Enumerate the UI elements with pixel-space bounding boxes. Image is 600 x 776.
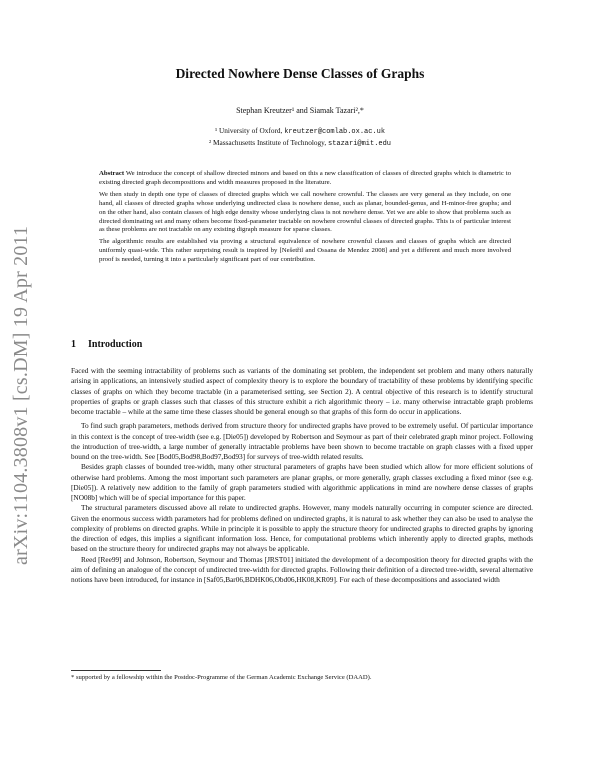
body-paragraph-4: The structural parameters discussed above all relate to undirected graphs. However, many models naturally occurring in computer science are directed. Given the enormous success width parameters had for problems defined on undirected graphs, it is natural to ask whether they can also be used to analyse the complexity of problems on directed graphs. While in principle it is possible to apply the structure theory for undirected graphs to directed graphs by ignoring the direction of edges, this implies a significant information loss. Hence, for computational problems which inherently apply to directed graphs, methods based on the structure theory for undirected graphs may not always be applicable. xyxy=(71,503,533,554)
paper-authors: Stephan Kreutzer¹ and Siamak Tazari²,* xyxy=(236,106,364,115)
affiliation-1 xyxy=(0,126,600,136)
body-paragraph-1: Faced with the seeming intractability of problems such as variants of the dominating set problem, the independent set problem and many others naturally arising in applications, an intensively studied aspect of complexity theory is to explore the boundary of tractability of these problems by identifying specific classes of graphs on which they become tractable (in a parameterised setting, see Section 2). A central objective of this research is to identify structural properties of graphs or graph classes such that classes of this structure exhibit a rich algorithmic theory – i.e. many otherwise intractable graph problems become tractable – while at the same time these classes should be general enough so that graphs of this form do occur in applications. xyxy=(71,366,533,416)
affiliation-1-name: ¹ University of Oxford, xyxy=(214,126,285,135)
arxiv-identifier: arXiv:1104.3808v1 [cs.DM] 19 Apr 2011 xyxy=(10,225,32,565)
section-number: 1 xyxy=(71,339,76,350)
abstract-text-1: We introduce the concept of shallow directed minors and based on this a new classification of classes of directed graphs which is diametric to existing directed graph decompositions and width measures proposed in the literature. xyxy=(99,170,511,186)
body-paragraph-3: Besides graph classes of bounded tree-width, many other structural parameters of graphs have been studied which allow for more efficient solutions of otherwise hard problems. Among the most important such parameters are planar graphs, or more generally, graph classes excluding a fixed minor (see e.g. [Die05]). A relatively new addition to the family of graph parameters studied with algorithmic applications in mind are nowhere dense classes of graphs [NO08b] which will be of special importance for this paper. xyxy=(71,462,533,502)
body-paragraph-5: Reed [Ree99] and Johnson, Robertson, Seymour and Thomas [JRST01] initiated the development of a decomposition theory for directed graphs with the aim of defining an analogue of the concept of undirected tree-width for directed graphs. Following their definition of a directed tree-width, several alternative notions have been introduced, for instance in [Saf05,Bar06,BDHK06,Obd06,HK08,KR09]. For each of these decompositions and associated width xyxy=(71,554,533,584)
affiliation-2-name: ² Massachusetts Institute of Technology, xyxy=(208,138,328,147)
affiliation-2 xyxy=(0,138,600,148)
paper-title: Directed Nowhere Dense Classes of Graphs xyxy=(175,66,425,81)
abstract-paragraph-2: We then study in depth one type of classes of directed graphs which we call nowhere crownful. The classes are very general as they include, on one hand, all classes of directed graphs whose underlying undirected class is nowhere dense, such as planar, bounded-genus, and H-minor-free graphs; and on the other hand, also contain classes of high edge density whose underlying class is not nowhere dense. Yet we are able to show that problems such as directed dominating set and many others become fixed-parameter tractable on nowhere crownful classes of directed graphs. This is of particular interest as these problems are not tractable on any existing digraph measure for sparse classes. xyxy=(99,190,511,234)
abstract xyxy=(99,170,511,268)
footnote-rule xyxy=(71,670,161,671)
body-paragraph-2: To find such graph parameters, methods derived from structure theory for undirected graphs have proved to be extremely useful. Of particular importance in this context is the concept of tree-width (see e.g. [Die05]) developed by Robertson and Seymour as part of their celebrated graph minor project. Following the introduction of tree-width, a large number of generally intractable problems have been shown to become tractable on graph classes with a fixed upper bound on the tree-width. See [Bod05,Bod98,Bod97,Bod93] for surveys of tree-width related results. xyxy=(71,421,533,461)
abstract-paragraph-1 xyxy=(99,170,511,188)
section-heading xyxy=(71,339,154,350)
abstract-label: Abstract xyxy=(99,170,125,177)
abstract-paragraph-3: The algorithmic results are established via proving a structural equivalence of nowhere crownful classes and classes of graphs which are directed uniformly quasi-wide. This rather surprising result is inspired by [Nešetřil and Ossana de Mendez 2008] and yet a different and much more involved proof is needed, turning it into a particularly significant part of our contribution. xyxy=(99,238,511,264)
footnote: * supported by a fellowship within the Postdoc-Programme of the German Academic Exchange Service (DAAD). xyxy=(71,674,372,681)
affiliation-1-email[interactable]: kreutzer@comlab.ox.ac.uk xyxy=(284,128,386,136)
affiliation-2-email[interactable]: stazari@mit.edu xyxy=(328,140,392,148)
body-text xyxy=(71,366,533,585)
section-title: Introduction xyxy=(88,339,143,350)
